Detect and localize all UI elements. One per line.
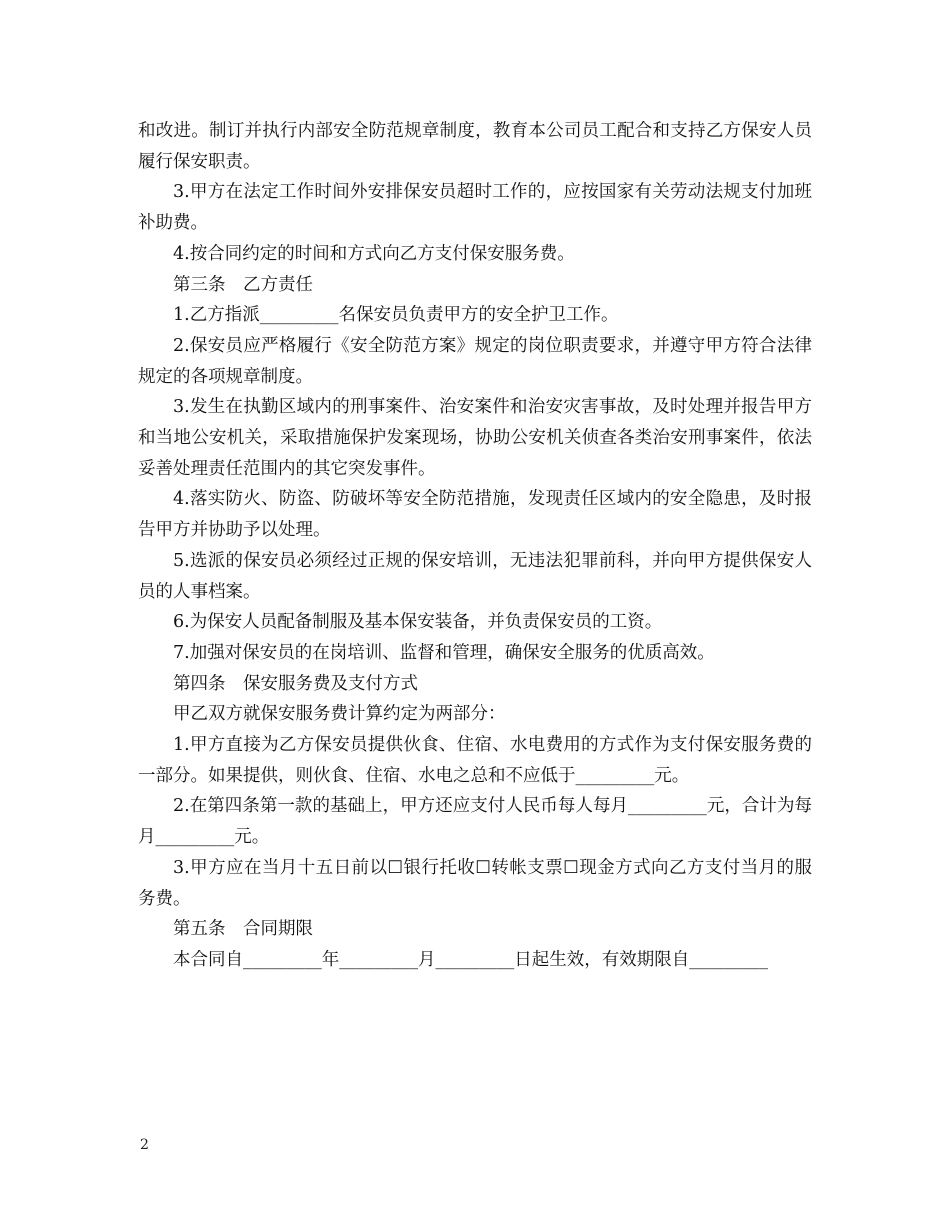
paragraph: 和改进。制订并执行内部安全防范规章制度，教育本公司员工配合和支持乙方保安人员履行保安职责。 xyxy=(138,121,812,172)
section-heading: 第五条 合同期限 xyxy=(173,919,313,940)
paragraph: 5.选派的保安员必须经过正规的保安培训，无违法犯罪前科，并向甲方提供保安人员的人事档案。 xyxy=(138,550,812,602)
paragraph: 本合同自_________年_________月_________日起生效，有效期限自_________ xyxy=(173,949,768,970)
paragraph: 1.甲方直接为乙方保安员提供伙食、住宿、水电费用的方式作为支付保安服务费的一部分。如果提供，则伙食、住宿、水电之总和不应低于_________元。 xyxy=(138,735,812,786)
paragraph: 甲乙双方就保安服务费计算约定为两部分： xyxy=(173,704,506,725)
paragraph: 3.发生在执勤区域内的刑事案件、治安案件和治安灾害事故，及时处理并报告甲方和当地公安机关，采取措施保护发案现场，协助公安机关侦查各类治安刑事案件，依法妥善处理责任范围内的其它突发事件。 xyxy=(138,397,812,479)
paragraph: 4.落实防火、防盗、防破坏等安全防范措施，发现责任区域内的安全隐患，及时报告甲方并协助予以处理。 xyxy=(138,489,812,541)
paragraph: 3.甲方应在当月十五日前以☐银行托收☐转帐支票☐现金方式向乙方支付当月的服务费。 xyxy=(138,857,812,909)
paragraph: 7.加强对保安员的在岗培训、监督和管理，确保安全服务的优质高效。 xyxy=(173,642,715,663)
paragraph: 2.在第四条第一款的基础上，甲方还应支付人民币每人每月_________元，合计为每月_________元。 xyxy=(138,796,812,848)
section-heading: 第四条 保安服务费及支付方式 xyxy=(173,673,418,694)
paragraph: 4.按合同约定的时间和方式向乙方支付保安服务费。 xyxy=(173,243,575,264)
document-body xyxy=(138,116,812,976)
paragraph: 6.为保安人员配备制服及基本保安装备，并负责保安员的工资。 xyxy=(173,612,663,633)
page-number: 2 xyxy=(140,1137,149,1153)
paragraph: 3.甲方在法定工作时间外安排保安员超时工作的，应按国家有关劳动法规支付加班补助费。 xyxy=(138,182,812,234)
paragraph: 1.乙方指派_________名保安员负责甲方的安全护卫工作。 xyxy=(173,305,619,326)
paragraph: 2.保安员应严格履行《安全防范方案》规定的岗位职责要求，并遵守甲方符合法律规定的各项规章制度。 xyxy=(138,335,812,387)
section-heading: 第三条 乙方责任 xyxy=(173,274,313,295)
